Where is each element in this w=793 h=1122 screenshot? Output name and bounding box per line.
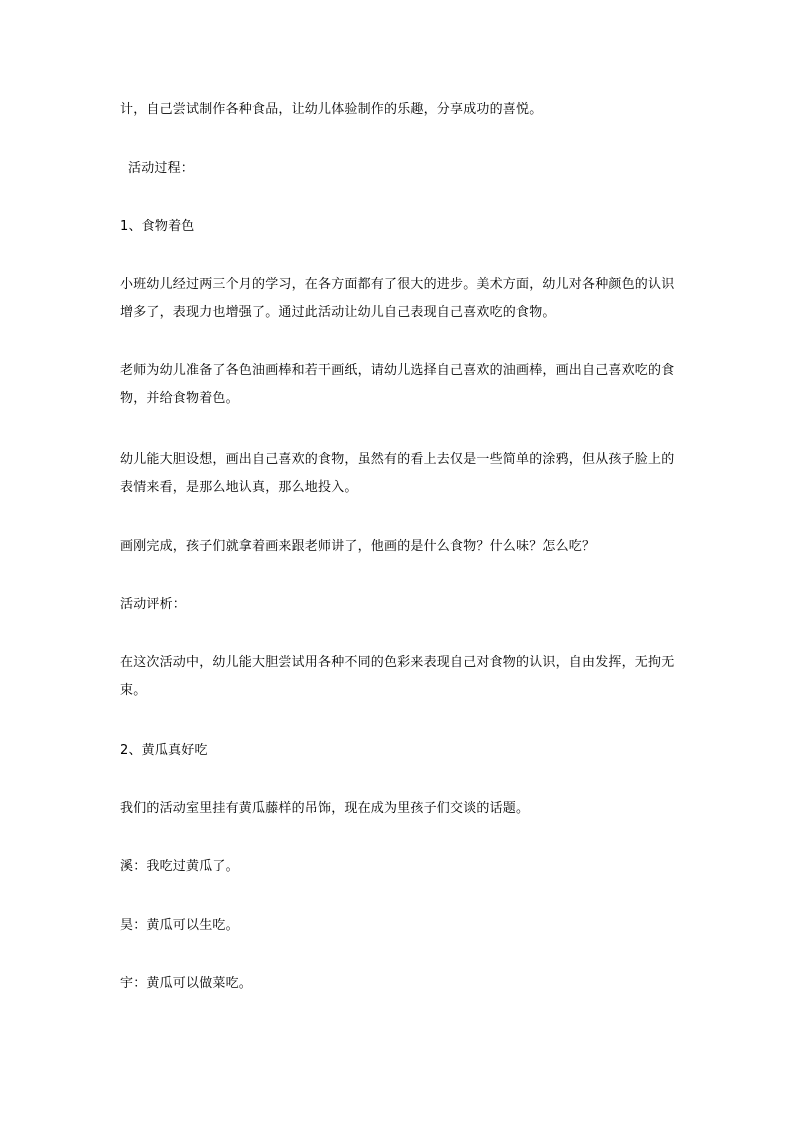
heading-section-1: 1、食物着色 (120, 219, 195, 234)
paragraph-line: 表情来看，是那么地认真，那么地投入。 (120, 480, 358, 495)
heading-section-2: 2、黄瓜真好吃 (120, 743, 208, 758)
paragraph-teacher-prep (120, 357, 680, 413)
paragraph-line: 小班幼儿经过两三个月的学习，在各方面都有了很大的进步。美术方面，幼儿对各种颜色的认识 (120, 277, 675, 292)
dialogue-line-hao: 昊：黄瓜可以生吃。 (120, 918, 239, 933)
paragraph-line: 幼儿能大胆设想，画出自己喜欢的食物，虽然有的看上去仅是一些简单的涂鸦，但从孩子脸上的 (120, 452, 675, 467)
paragraph-line: 增多了，表现力也增强了。通过此活动让幼儿自己表现自己喜欢吃的食物。 (120, 305, 556, 320)
paragraph-analysis (120, 649, 680, 705)
heading-activity-analysis: 活动评析： (120, 597, 187, 612)
dialogue-line-xi: 溪：我吃过黄瓜了。 (120, 859, 239, 874)
paragraph-line: 在这次活动中，幼儿能大胆尝试用各种不同的色彩来表现自己对食物的认识，自由发挥，无拘无 (120, 655, 675, 670)
paragraph-intro-continuation: 计，自己尝试制作各种食品，让幼儿体验制作的乐趣，分享成功的喜悦。 (120, 102, 543, 117)
paragraph-section-1-intro (120, 271, 680, 327)
dialogue-line-yu: 宇：黄瓜可以做菜吃。 (120, 976, 253, 991)
paragraph-children-drawing (120, 446, 680, 502)
paragraph-after-drawing: 画刚完成，孩子们就拿着画来跟老师讲了，他画的是什么食物？什么味？怎么吃？ (120, 539, 596, 554)
paragraph-cucumber-decor: 我们的活动室里挂有黄瓜藤样的吊饰，现在成为里孩子们交谈的话题。 (120, 801, 530, 816)
paragraph-line: 老师为幼儿准备了各色油画棒和若干画纸，请幼儿选择自己喜欢的油画棒，画出自己喜欢吃的食 (120, 363, 675, 378)
heading-activity-process: 活动过程： (128, 161, 195, 176)
paragraph-line: 束。 (120, 683, 147, 698)
paragraph-line: 物，并给食物着色。 (120, 391, 239, 406)
